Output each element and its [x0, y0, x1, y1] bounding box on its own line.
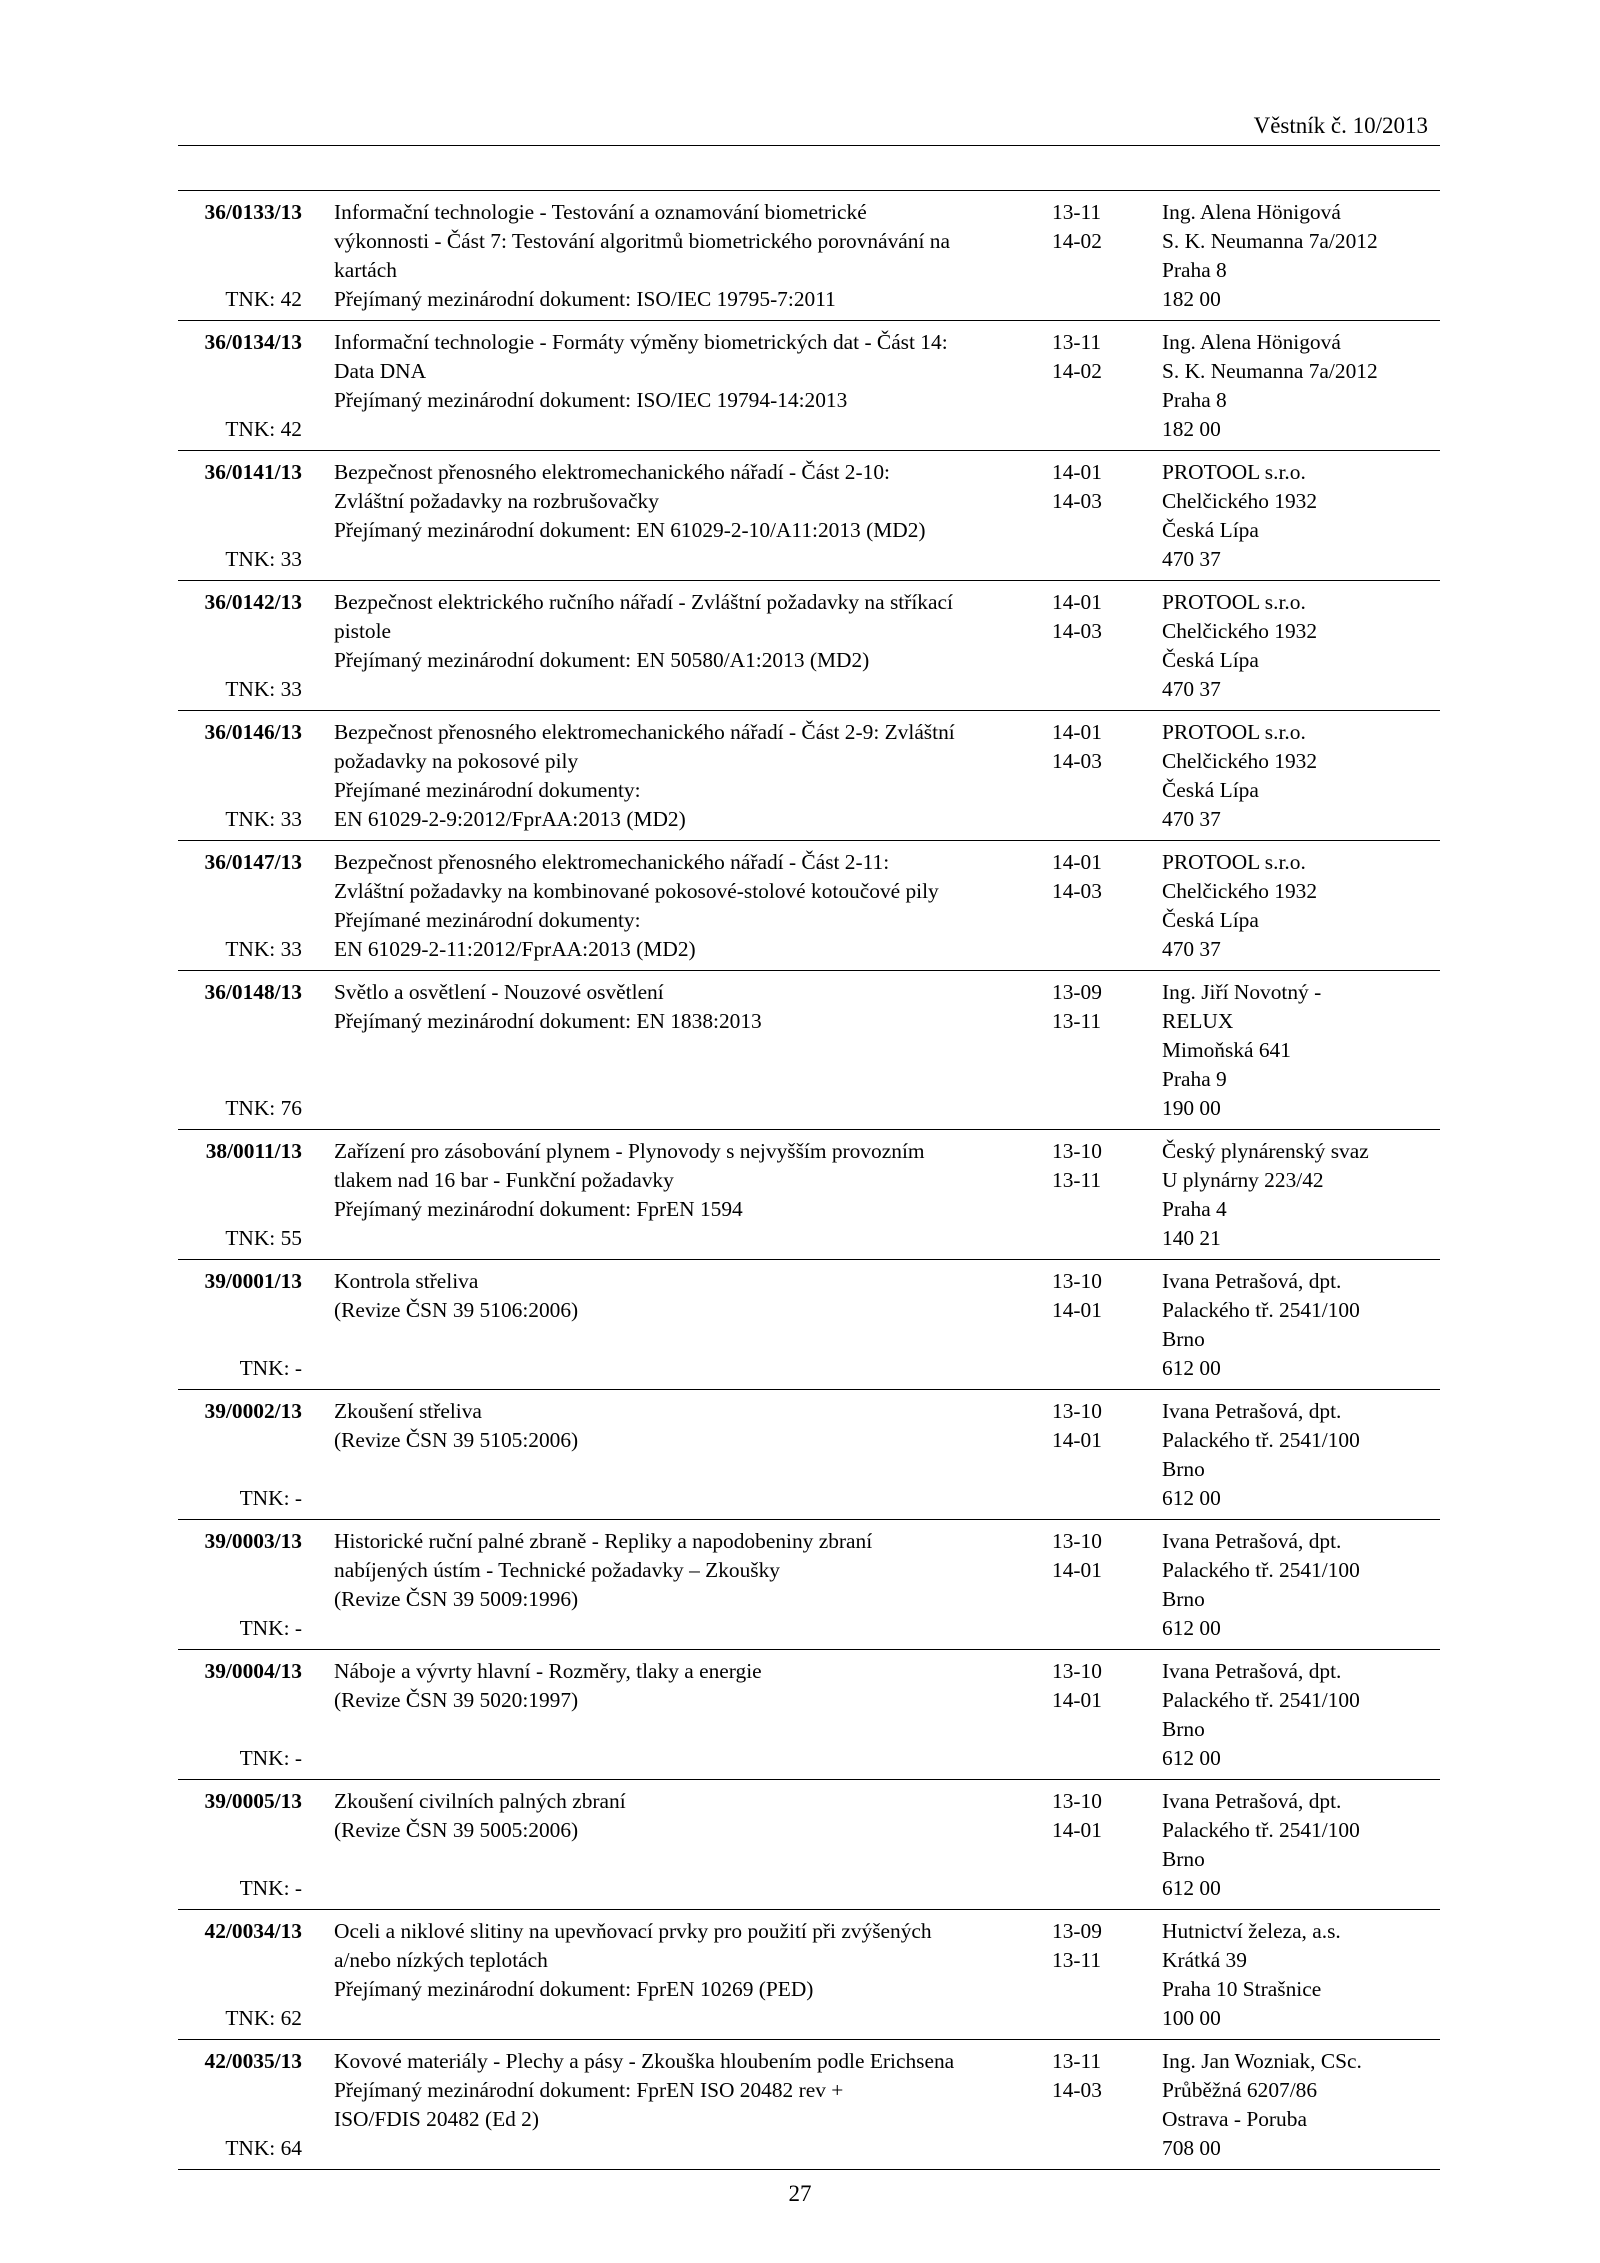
- tnk-number: TNK: 42: [225, 287, 302, 311]
- description-line: Bezpečnost přenosného elektromechanického nářadí - Část 2-9: Zvláštní: [334, 720, 955, 744]
- project-code: 39/0004/13: [204, 1659, 302, 1683]
- dates-cell: [1052, 848, 1162, 964]
- date-value: 13-11: [1052, 1948, 1102, 1972]
- date-value: 13-10: [1052, 1269, 1102, 1293]
- address-line: Mimoňská 641: [1162, 1038, 1291, 1062]
- contact-address-cell: [1162, 588, 1440, 704]
- dates-cell: [1052, 588, 1162, 704]
- address-line: 100 00: [1162, 2006, 1221, 2030]
- project-code: 36/0141/13: [204, 460, 302, 484]
- tnk-number: TNK: -: [239, 1876, 302, 1900]
- date-value: 13-10: [1052, 1789, 1102, 1813]
- description-cell: [322, 328, 1052, 444]
- standards-table: [178, 190, 1440, 2170]
- project-code: 42/0034/13: [204, 1919, 302, 1943]
- tnk-number: TNK: -: [239, 1746, 302, 1770]
- table-row: [178, 581, 1440, 711]
- address-line: 612 00: [1162, 1486, 1221, 1510]
- address-line: Palackého tř. 2541/100: [1162, 1688, 1360, 1712]
- description-line: Oceli a niklové slitiny na upevňovací prvky pro použití při zvýšených: [334, 1919, 932, 1943]
- address-line: Praha 4: [1162, 1197, 1227, 1221]
- description-line: výkonnosti - Část 7: Testování algoritmů biometrického porovnávání na: [334, 229, 950, 253]
- table-row: [178, 2040, 1440, 2170]
- tnk-number: TNK: 33: [225, 547, 302, 571]
- description-cell: [322, 1917, 1052, 2033]
- address-line: S. K. Neumanna 7a/2012: [1162, 229, 1378, 253]
- address-line: Česká Lípa: [1162, 908, 1259, 932]
- project-code: 36/0142/13: [204, 590, 302, 614]
- date-value: 13-11: [1052, 1009, 1102, 1033]
- address-line: PROTOOL s.r.o.: [1162, 460, 1306, 484]
- date-value: 13-11: [1052, 330, 1102, 354]
- address-line: Ivana Petrašová, dpt.: [1162, 1269, 1342, 1293]
- project-code: 38/0011/13: [205, 1139, 302, 1163]
- description-line: (Revize ČSN 39 5005:2006): [334, 1818, 579, 1842]
- description-line: Zkoušení střeliva: [334, 1399, 482, 1423]
- description-line: Přejímané mezinárodní dokumenty:: [334, 908, 641, 932]
- address-line: Ivana Petrašová, dpt.: [1162, 1399, 1342, 1423]
- address-line: Brno: [1162, 1327, 1205, 1351]
- contact-address-cell: [1162, 198, 1440, 314]
- dates-cell: [1052, 978, 1162, 1123]
- date-value: 14-01: [1052, 590, 1102, 614]
- dates-cell: [1052, 1137, 1162, 1253]
- date-value: 14-03: [1052, 619, 1102, 643]
- address-line: PROTOOL s.r.o.: [1162, 850, 1306, 874]
- contact-address-cell: [1162, 1917, 1440, 2033]
- description-cell: [322, 848, 1052, 964]
- address-line: Česká Lípa: [1162, 778, 1259, 802]
- description-line: Náboje a vývrty hlavní - Rozměry, tlaky a energie: [334, 1659, 762, 1683]
- address-line: Brno: [1162, 1717, 1205, 1741]
- description-cell: [322, 1527, 1052, 1643]
- dates-cell: [1052, 458, 1162, 574]
- address-line: Ing. Jiří Novotný -: [1162, 980, 1322, 1004]
- entry-id-cell: [178, 1657, 322, 1773]
- date-value: 13-10: [1052, 1529, 1102, 1553]
- entry-id-cell: [178, 1527, 322, 1643]
- address-line: Ivana Petrašová, dpt.: [1162, 1789, 1342, 1813]
- table-row: [178, 1780, 1440, 1910]
- address-line: Praha 10 Strašnice: [1162, 1977, 1322, 2001]
- address-line: 190 00: [1162, 1096, 1221, 1120]
- project-code: 39/0001/13: [204, 1269, 302, 1293]
- address-line: Chelčického 1932: [1162, 489, 1318, 513]
- address-line: Praha 9: [1162, 1067, 1227, 1091]
- description-line: EN 61029-2-9:2012/FprAA:2013 (MD2): [334, 807, 686, 831]
- date-value: 14-03: [1052, 489, 1102, 513]
- description-line: (Revize ČSN 39 5020:1997): [334, 1688, 579, 1712]
- date-value: 14-01: [1052, 1818, 1102, 1842]
- date-value: 13-09: [1052, 1919, 1102, 1943]
- description-cell: [322, 198, 1052, 314]
- address-line: 182 00: [1162, 417, 1221, 441]
- address-line: Ing. Alena Hönigová: [1162, 330, 1341, 354]
- table-row: [178, 1130, 1440, 1260]
- entry-id-cell: [178, 978, 322, 1123]
- date-value: 13-11: [1052, 200, 1102, 224]
- date-value: 14-02: [1052, 229, 1102, 253]
- address-line: Chelčického 1932: [1162, 749, 1318, 773]
- description-line: Přejímaný mezinárodní dokument: FprEN 1594: [334, 1197, 743, 1221]
- contact-address-cell: [1162, 1397, 1440, 1513]
- description-line: Data DNA: [334, 359, 427, 383]
- address-line: 612 00: [1162, 1876, 1221, 1900]
- description-cell: [322, 1137, 1052, 1253]
- date-value: 13-10: [1052, 1399, 1102, 1423]
- tnk-number: TNK: 33: [225, 677, 302, 701]
- project-code: 36/0148/13: [204, 980, 302, 1004]
- date-value: 14-03: [1052, 749, 1102, 773]
- address-line: 140 21: [1162, 1226, 1221, 1250]
- entry-id-cell: [178, 2047, 322, 2163]
- description-cell: [322, 978, 1052, 1123]
- description-line: Přejímaný mezinárodní dokument: FprEN 10269 (PED): [334, 1977, 814, 2001]
- address-line: U plynárny 223/42: [1162, 1168, 1324, 1192]
- project-code: 39/0002/13: [204, 1399, 302, 1423]
- date-value: 14-01: [1052, 1298, 1102, 1322]
- address-line: Česká Lípa: [1162, 648, 1259, 672]
- contact-address-cell: [1162, 978, 1440, 1123]
- journal-title: Věstník č. 10/2013: [1253, 113, 1428, 138]
- table-row: [178, 451, 1440, 581]
- description-line: Bezpečnost přenosného elektromechanického nářadí - Část 2-11:: [334, 850, 890, 874]
- date-value: 13-11: [1052, 1168, 1102, 1192]
- description-cell: [322, 1657, 1052, 1773]
- project-code: 39/0003/13: [204, 1529, 302, 1553]
- header-divider: [178, 145, 1440, 146]
- description-line: a/nebo nízkých teplotách: [334, 1948, 548, 1972]
- date-value: 13-10: [1052, 1139, 1102, 1163]
- table-row: [178, 1520, 1440, 1650]
- entry-id-cell: [178, 848, 322, 964]
- dates-cell: [1052, 328, 1162, 444]
- description-line: ISO/FDIS 20482 (Ed 2): [334, 2107, 539, 2131]
- project-code: 39/0005/13: [204, 1789, 302, 1813]
- address-line: Česká Lípa: [1162, 518, 1259, 542]
- contact-address-cell: [1162, 458, 1440, 574]
- dates-cell: [1052, 1527, 1162, 1643]
- address-line: Ivana Petrašová, dpt.: [1162, 1659, 1342, 1683]
- address-line: Palackého tř. 2541/100: [1162, 1298, 1360, 1322]
- description-line: požadavky na pokosové pily: [334, 749, 579, 773]
- address-line: Palackého tř. 2541/100: [1162, 1428, 1360, 1452]
- contact-address-cell: [1162, 718, 1440, 834]
- entry-id-cell: [178, 1787, 322, 1903]
- address-line: Brno: [1162, 1847, 1205, 1871]
- address-line: 470 37: [1162, 807, 1221, 831]
- project-code: 42/0035/13: [204, 2049, 302, 2073]
- date-value: 14-03: [1052, 2078, 1102, 2102]
- address-line: S. K. Neumanna 7a/2012: [1162, 359, 1378, 383]
- tnk-number: TNK: 76: [225, 1096, 302, 1120]
- address-line: PROTOOL s.r.o.: [1162, 720, 1306, 744]
- description-line: kartách: [334, 258, 397, 282]
- table-row: [178, 321, 1440, 451]
- address-line: Ing. Jan Wozniak, CSc.: [1162, 2049, 1362, 2073]
- address-line: Praha 8: [1162, 258, 1227, 282]
- description-cell: [322, 1787, 1052, 1903]
- entry-id-cell: [178, 328, 322, 444]
- address-line: Průběžná 6207/86: [1162, 2078, 1318, 2102]
- dates-cell: [1052, 718, 1162, 834]
- dates-cell: [1052, 1267, 1162, 1383]
- description-line: Bezpečnost přenosného elektromechanického nářadí - Část 2-10:: [334, 460, 890, 484]
- description-line: Informační technologie - Testování a oznamování biometrické: [334, 200, 867, 224]
- address-line: Ostrava - Poruba: [1162, 2107, 1307, 2131]
- contact-address-cell: [1162, 328, 1440, 444]
- description-line: Zvláštní požadavky na rozbrušovačky: [334, 489, 659, 513]
- date-value: 13-10: [1052, 1659, 1102, 1683]
- date-value: 14-01: [1052, 850, 1102, 874]
- tnk-number: TNK: 33: [225, 807, 302, 831]
- address-line: RELUX: [1162, 1009, 1234, 1033]
- contact-address-cell: [1162, 2047, 1440, 2163]
- address-line: 470 37: [1162, 677, 1221, 701]
- address-line: PROTOOL s.r.o.: [1162, 590, 1306, 614]
- tnk-number: TNK: 62: [225, 2006, 302, 2030]
- project-code: 36/0133/13: [204, 200, 302, 224]
- dates-cell: [1052, 1397, 1162, 1513]
- description-line: nabíjených ústím - Technické požadavky – Zkoušky: [334, 1558, 781, 1582]
- description-line: Zařízení pro zásobování plynem - Plynovody s nejvyšším provozním: [334, 1139, 925, 1163]
- description-cell: [322, 458, 1052, 574]
- table-row: [178, 841, 1440, 971]
- table-row: [178, 1260, 1440, 1390]
- entry-id-cell: [178, 1917, 322, 2033]
- contact-address-cell: [1162, 848, 1440, 964]
- description-line: Přejímaný mezinárodní dokument: ISO/IEC 19795-7:2011: [334, 287, 836, 311]
- description-line: Bezpečnost elektrického ručního nářadí - Zvláštní požadavky na stříkací: [334, 590, 953, 614]
- date-value: 14-03: [1052, 879, 1102, 903]
- address-line: Praha 8: [1162, 388, 1227, 412]
- address-line: Palackého tř. 2541/100: [1162, 1558, 1360, 1582]
- address-line: 708 00: [1162, 2136, 1221, 2160]
- description-line: Informační technologie - Formáty výměny biometrických dat - Část 14:: [334, 330, 948, 354]
- entry-id-cell: [178, 588, 322, 704]
- description-line: Přejímaný mezinárodní dokument: FprEN ISO 20482 rev +: [334, 2078, 844, 2102]
- project-code: 36/0134/13: [204, 330, 302, 354]
- address-line: 470 37: [1162, 937, 1221, 961]
- address-line: 612 00: [1162, 1356, 1221, 1380]
- description-line: Zkoušení civilních palných zbraní: [334, 1789, 626, 1813]
- page-number: 27: [788, 2181, 812, 2206]
- date-value: 14-01: [1052, 460, 1102, 484]
- description-line: (Revize ČSN 39 5009:1996): [334, 1587, 579, 1611]
- contact-address-cell: [1162, 1137, 1440, 1253]
- entry-id-cell: [178, 1137, 322, 1253]
- date-value: 14-02: [1052, 359, 1102, 383]
- tnk-number: TNK: 64: [225, 2136, 302, 2160]
- description-line: (Revize ČSN 39 5105:2006): [334, 1428, 579, 1452]
- description-line: Přejímaný mezinárodní dokument: EN 50580/A1:2013 (MD2): [334, 648, 870, 672]
- date-value: 14-01: [1052, 1428, 1102, 1452]
- date-value: 14-01: [1052, 1688, 1102, 1712]
- entry-id-cell: [178, 718, 322, 834]
- address-line: 612 00: [1162, 1746, 1221, 1770]
- description-line: Přejímaný mezinárodní dokument: EN 61029-2-10/A11:2013 (MD2): [334, 518, 926, 542]
- description-line: Kovové materiály - Plechy a pásy - Zkouška hloubením podle Erichsena: [334, 2049, 955, 2073]
- address-line: Chelčického 1932: [1162, 619, 1318, 643]
- address-line: 612 00: [1162, 1616, 1221, 1640]
- table-row: [178, 711, 1440, 841]
- description-line: Přejímaný mezinárodní dokument: ISO/IEC 19794-14:2013: [334, 388, 848, 412]
- tnk-number: TNK: -: [239, 1616, 302, 1640]
- tnk-number: TNK: 42: [225, 417, 302, 441]
- description-line: Přejímaný mezinárodní dokument: EN 1838:2013: [334, 1009, 762, 1033]
- tnk-number: TNK: -: [239, 1356, 302, 1380]
- description-line: Přejímané mezinárodní dokumenty:: [334, 778, 641, 802]
- dates-cell: [1052, 1917, 1162, 2033]
- date-value: 13-09: [1052, 980, 1102, 1004]
- contact-address-cell: [1162, 1527, 1440, 1643]
- date-value: 14-01: [1052, 1558, 1102, 1582]
- description-cell: [322, 718, 1052, 834]
- entry-id-cell: [178, 1397, 322, 1513]
- project-code: 36/0147/13: [204, 850, 302, 874]
- table-row: [178, 191, 1440, 321]
- description-line: (Revize ČSN 39 5106:2006): [334, 1298, 579, 1322]
- table-row: [178, 1650, 1440, 1780]
- address-line: 470 37: [1162, 547, 1221, 571]
- entry-id-cell: [178, 458, 322, 574]
- date-value: 13-11: [1052, 2049, 1102, 2073]
- table-row: [178, 1390, 1440, 1520]
- tnk-number: TNK: 33: [225, 937, 302, 961]
- dates-cell: [1052, 2047, 1162, 2163]
- contact-address-cell: [1162, 1267, 1440, 1383]
- dates-cell: [1052, 1787, 1162, 1903]
- description-cell: [322, 588, 1052, 704]
- address-line: Palackého tř. 2541/100: [1162, 1818, 1360, 1842]
- description-cell: [322, 1397, 1052, 1513]
- date-value: 14-01: [1052, 720, 1102, 744]
- description-line: EN 61029-2-11:2012/FprAA:2013 (MD2): [334, 937, 696, 961]
- contact-address-cell: [1162, 1787, 1440, 1903]
- address-line: Brno: [1162, 1457, 1205, 1481]
- address-line: Chelčického 1932: [1162, 879, 1318, 903]
- tnk-number: TNK: -: [239, 1486, 302, 1510]
- tnk-number: TNK: 55: [225, 1226, 302, 1250]
- description-line: tlakem nad 16 bar - Funkční požadavky: [334, 1168, 674, 1192]
- address-line: Ing. Alena Hönigová: [1162, 200, 1341, 224]
- dates-cell: [1052, 1657, 1162, 1773]
- entry-id-cell: [178, 198, 322, 314]
- description-cell: [322, 2047, 1052, 2163]
- address-line: 182 00: [1162, 287, 1221, 311]
- description-line: Zvláštní požadavky na kombinované pokosové-stolové kotoučové pily: [334, 879, 939, 903]
- project-code: 36/0146/13: [204, 720, 302, 744]
- address-line: Krátká 39: [1162, 1948, 1247, 1972]
- table-row: [178, 971, 1440, 1130]
- address-line: Ivana Petrašová, dpt.: [1162, 1529, 1342, 1553]
- address-line: Český plynárenský svaz: [1162, 1139, 1369, 1163]
- address-line: Hutnictví železa, a.s.: [1162, 1919, 1341, 1943]
- contact-address-cell: [1162, 1657, 1440, 1773]
- description-line: pistole: [334, 619, 392, 643]
- description-line: Světlo a osvětlení - Nouzové osvětlení: [334, 980, 664, 1004]
- address-line: Brno: [1162, 1587, 1205, 1611]
- description-line: Kontrola střeliva: [334, 1269, 479, 1293]
- description-line: Historické ruční palné zbraně - Repliky a napodobeniny zbraní: [334, 1529, 873, 1553]
- entry-id-cell: [178, 1267, 322, 1383]
- description-cell: [322, 1267, 1052, 1383]
- dates-cell: [1052, 198, 1162, 314]
- table-row: [178, 1910, 1440, 2040]
